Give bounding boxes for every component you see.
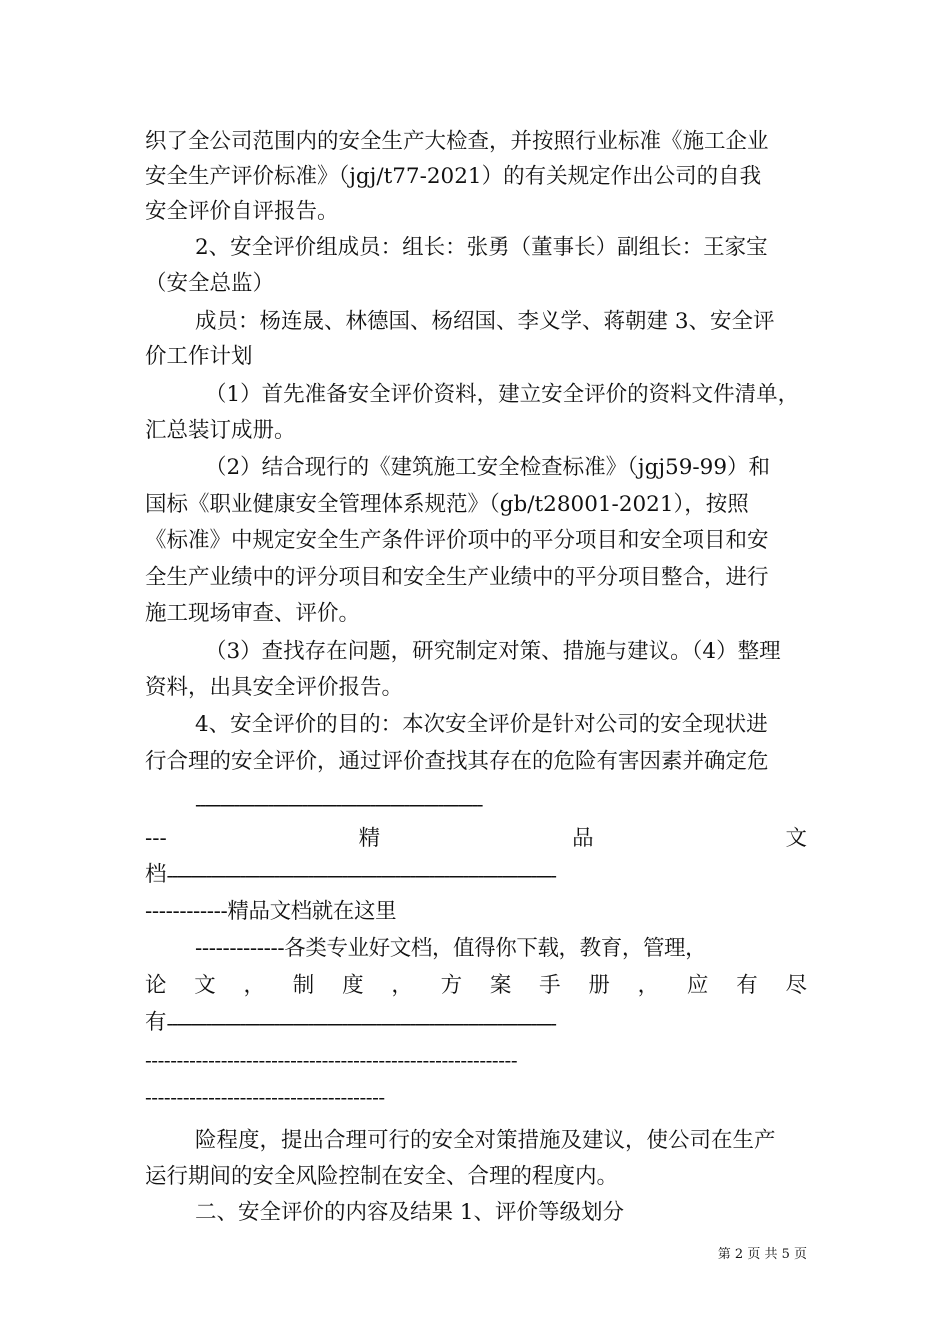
- banner-category-char: ，: [391, 973, 413, 998]
- text-line: 施工现场审查、评价。: [145, 601, 361, 626]
- banner-category-char: 制: [292, 973, 315, 998]
- banner-category-char: 案: [489, 973, 512, 998]
- page-number: 第 2 页 共 5 页: [717, 1247, 807, 1262]
- banner-category-char: 尽: [785, 973, 807, 998]
- text-line: 2、安全评价组成员：组长：张勇（董事长）副组长：王家宝: [195, 235, 768, 260]
- banner-dash-line: -----------------------------------------------------------: [145, 1048, 518, 1072]
- banner-word: 精: [358, 826, 381, 851]
- text-line: 安全生产评价标准》（jgj/t77-2021）的有关规定作出公司的自我: [145, 164, 762, 189]
- banner-dash-prefix: ---: [145, 826, 167, 851]
- text-line: 《标准》中规定安全生产条件评价项中的平分项目和安全项目和安: [145, 528, 769, 553]
- text-line: 资料，出具安全评价报告。: [145, 675, 404, 700]
- banner-dashes: --------------------------------------------------------------------------------: [166, 1011, 556, 1035]
- text-line: 安全评价自评报告。: [145, 199, 339, 224]
- banner-category-char: ，: [243, 973, 266, 998]
- banner-category-char: ，: [637, 973, 660, 998]
- banner-slogan: ------------精品文档就在这里: [145, 899, 397, 924]
- text-line: 运行期间的安全风险控制在安全、合理的程度内。: [145, 1164, 619, 1189]
- banner-title-row: [145, 824, 807, 854]
- section-heading: 二、安全评价的内容及结果 1、评价等级划分: [195, 1200, 625, 1225]
- banner-dash-line: -----------------------------------------------------------: [195, 792, 482, 816]
- banner-categories-row: [145, 971, 807, 1001]
- text-line: 织了全公司范围内的安全生产大检查，并按照行业标准《施工企业: [145, 129, 769, 154]
- banner-word: 文: [785, 826, 807, 851]
- text-line: （3）查找存在问题，研究制定对策、措施与建议。（4）整理: [205, 639, 781, 664]
- banner-word: 品: [572, 826, 594, 851]
- text-line: 险程度，提出合理可行的安全对策措施及建议，使公司在生产: [195, 1128, 776, 1153]
- text-line: 国标《职业健康安全管理体系规范》（gb/t28001-2021），按照: [145, 492, 749, 517]
- banner-char: 档: [145, 862, 167, 887]
- banner-category-char: 论: [145, 973, 167, 998]
- text-line: 全生产业绩中的评分项目和安全生产业绩中的平分项目整合，进行: [145, 565, 769, 590]
- banner-category-char: 手: [539, 973, 561, 998]
- banner-category-char: 文: [194, 973, 216, 998]
- banner-category-char: 有: [736, 973, 758, 998]
- text-line: 汇总装订成册。: [145, 418, 296, 443]
- banner-category-char: 方: [440, 973, 463, 998]
- banner-char: 有: [145, 1010, 167, 1035]
- banner-category-char: 度: [342, 973, 364, 998]
- banner-description: -------------各类专业好文档，值得你下载，教育，管理，: [195, 936, 707, 961]
- text-line: （1）首先准备安全评价资料，建立安全评价的资料文件清单，: [205, 382, 800, 407]
- text-line: 4、安全评价的目的：本次安全评价是针对公司的安全现状进: [195, 712, 768, 737]
- banner-row-doc: [145, 860, 807, 890]
- banner-category-char: 应: [686, 973, 709, 998]
- text-line: （安全总监）: [145, 271, 275, 296]
- text-line: 行合理的安全评价，通过评价查找其存在的危险有害因素并确定危: [145, 749, 769, 774]
- banner-dash-line: --------------------------------------: [145, 1085, 385, 1109]
- text-line: （2）结合现行的《建筑施工安全检查标准》（jgj59-99）和: [205, 455, 771, 480]
- banner-row-have: [145, 1008, 807, 1038]
- text-line: 成员：杨连晟、林德国、杨绍国、李义学、蒋朝建 3、安全评: [195, 309, 775, 334]
- text-line: 价工作计划: [145, 344, 253, 369]
- banner-dashes: --------------------------------------------------------------------------------: [166, 863, 556, 887]
- banner-category-char: 册: [588, 973, 610, 998]
